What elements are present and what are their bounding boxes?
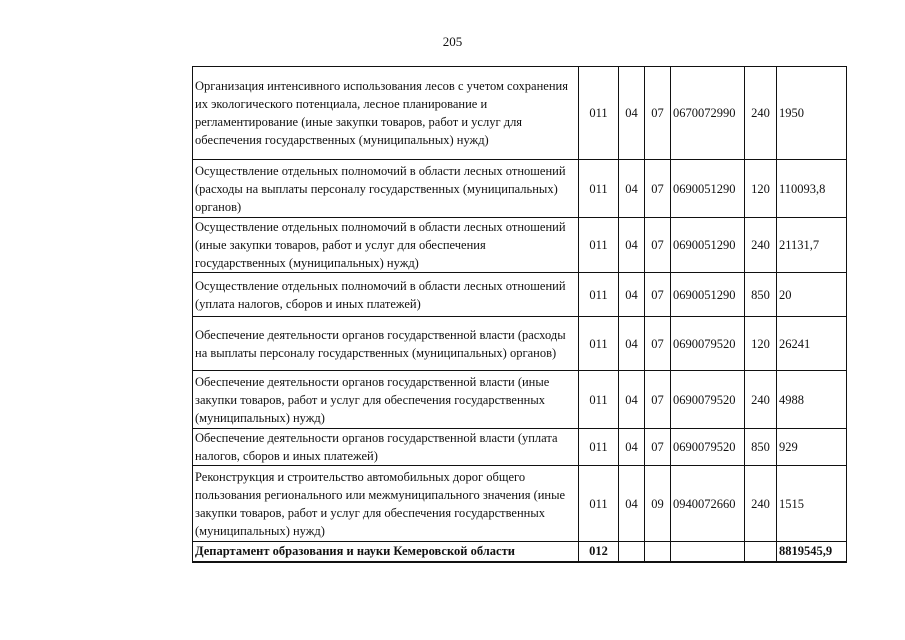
table-row [193,317,847,371]
section-code: 04 [619,466,645,542]
expense-type-code: 120 [745,317,777,371]
ministry-code: 011 [579,273,619,317]
row-description: Реконструкция и строительство автомобильных дорог общего пользования регионального или межмуниципального значения (иные закупки товаров, работ и услуг для обеспечения государственных (муниципальных) нужд) [193,466,579,542]
table-row [193,273,847,317]
ministry-code: 011 [579,429,619,466]
expense-type-code: 240 [745,67,777,160]
target-article-code: 0690079520 [671,371,745,429]
section-code: 04 [619,273,645,317]
row-description: Осуществление отдельных полномочий в области лесных отношений (иные закупки товаров, работ и услуг для обеспечения государственных (муниципальных) нужд) [193,218,579,273]
target-article-code: 0690051290 [671,218,745,273]
table-row [193,160,847,218]
amount: 26241 [777,317,847,371]
section-code: 04 [619,160,645,218]
subsection-code: 09 [645,466,671,542]
expense-type-code: 850 [745,273,777,317]
subsection-code: 07 [645,371,671,429]
budget-table [192,66,847,563]
department-total-row [193,542,847,562]
section-code: 04 [619,317,645,371]
target-article-code: 0690051290 [671,273,745,317]
department-name: Департамент образования и науки Кемеровской области [193,542,579,562]
row-description: Обеспечение деятельности органов государственной власти (расходы на выплаты персоналу государственных (муниципальных) органов) [193,317,579,371]
row-description: Осуществление отдельных полномочий в области лесных отношений (расходы на выплаты персоналу государственных (муниципальных) органов) [193,160,579,218]
amount: 20 [777,273,847,317]
expense-type-code: 240 [745,466,777,542]
expense-type-code: 850 [745,429,777,466]
ministry-code: 011 [579,466,619,542]
row-description: Осуществление отдельных полномочий в области лесных отношений (уплата налогов, сборов и иных платежей) [193,273,579,317]
target-article-code: 0690079520 [671,429,745,466]
section-code [619,542,645,562]
section-code: 04 [619,429,645,466]
ministry-code: 011 [579,317,619,371]
target-article-code: 0690079520 [671,317,745,371]
section-code: 04 [619,67,645,160]
table-row [193,429,847,466]
amount: 1950 [777,67,847,160]
row-description: Организация интенсивного использования лесов с учетом сохранения их экологического потенциала, лесное планирование и регламентирование (иные закупки товаров, работ и услуг для обеспечения государственных (муниципальных) нужд) [193,67,579,160]
expense-type-code [745,542,777,562]
subsection-code: 07 [645,429,671,466]
amount: 4988 [777,371,847,429]
target-article-code: 0940072660 [671,466,745,542]
ministry-code: 011 [579,218,619,273]
ministry-code: 011 [579,67,619,160]
target-article-code: 0670072990 [671,67,745,160]
expense-type-code: 240 [745,371,777,429]
amount: 929 [777,429,847,466]
subsection-code: 07 [645,67,671,160]
table-row [193,218,847,273]
section-code: 04 [619,371,645,429]
expense-type-code: 240 [745,218,777,273]
amount: 21131,7 [777,218,847,273]
table-row [193,67,847,160]
ministry-code: 011 [579,371,619,429]
target-article-code: 0690051290 [671,160,745,218]
subsection-code [645,542,671,562]
row-description: Обеспечение деятельности органов государственной власти (уплата налогов, сборов и иных платежей) [193,429,579,466]
table-row [193,466,847,542]
expense-type-code: 120 [745,160,777,218]
ministry-code: 012 [579,542,619,562]
ministry-code: 011 [579,160,619,218]
section-code: 04 [619,218,645,273]
amount: 110093,8 [777,160,847,218]
subsection-code: 07 [645,273,671,317]
row-description: Обеспечение деятельности органов государственной власти (иные закупки товаров, работ и услуг для обеспечения государственных (муниципальных) нужд) [193,371,579,429]
table-row [193,371,847,429]
subsection-code: 07 [645,160,671,218]
subsection-code: 07 [645,317,671,371]
amount: 1515 [777,466,847,542]
subsection-code: 07 [645,218,671,273]
department-total-amount: 8819545,9 [777,542,847,562]
target-article-code [671,542,745,562]
page-number: 205 [442,34,463,49]
